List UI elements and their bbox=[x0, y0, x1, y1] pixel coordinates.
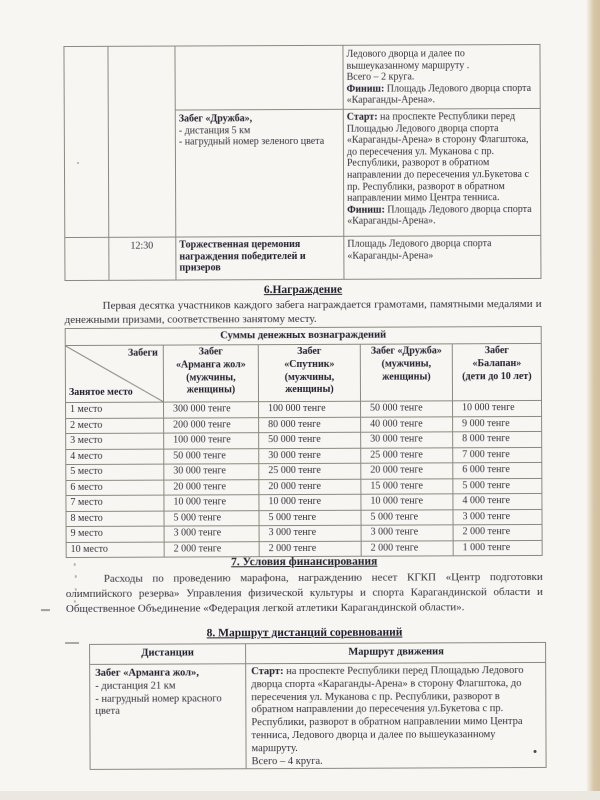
prize-cell: 10 000 тенге bbox=[164, 495, 259, 510]
place-cell: 4 место bbox=[66, 449, 164, 464]
prize-cell: 25 000 тенге bbox=[259, 464, 361, 479]
prize-cell: 2 000 тенге bbox=[462, 526, 511, 538]
prize-cell: 40 000 тенге bbox=[361, 417, 453, 432]
prize-cell: 100 000 тенге bbox=[259, 402, 361, 417]
scan-artifact bbox=[534, 750, 537, 753]
corner-label-races: Забеги bbox=[127, 347, 158, 359]
prize-cell: 50 000 тенге bbox=[361, 401, 453, 416]
scan-artifact bbox=[65, 642, 79, 644]
scan-artifact bbox=[75, 575, 77, 578]
schedule-time-cell: 12:30 bbox=[130, 240, 154, 252]
prize-cell: 100 000 тенге bbox=[164, 433, 259, 448]
place-cell: 8 место bbox=[66, 511, 164, 526]
section-7-paragraph: Расходы по проведению марафона, награждению несет КГКП «Центр подготовки олимпийского резерва» Управления физической культуры и спорта Карагандинской области и Общественное Объединение «Федерация легкой атлетики Карагандинской области». bbox=[65, 570, 543, 616]
prize-cell: 20 000 тенге bbox=[164, 480, 259, 495]
prize-table-title: Суммы денежных вознаграждений bbox=[66, 327, 541, 346]
start-line-3 bbox=[251, 665, 541, 756]
scanner-bottom-strip bbox=[0, 791, 600, 800]
prize-cell: 3 000 тенге bbox=[462, 510, 511, 522]
prize-cell: 2 000 тенге bbox=[165, 542, 260, 557]
schedule-route-cell-1 bbox=[346, 48, 536, 107]
place-cell: 5 место bbox=[66, 465, 164, 480]
ceremony-event-text: Торжественная церемония награждения победителей и призеров bbox=[179, 238, 306, 274]
prize-cell: 80 000 тенге bbox=[259, 417, 361, 432]
place-cell: 7 место bbox=[66, 496, 164, 511]
schedule-table-vline-2 bbox=[174, 47, 176, 280]
finish-text-2: Площадь Ледового дворца спорта «Караганды-Арена». bbox=[347, 203, 532, 228]
prize-cell: 3 000 тенге bbox=[165, 526, 260, 541]
route-col-header-route: Маршрут движения bbox=[348, 646, 444, 658]
schedule-route-cell-2 bbox=[347, 111, 541, 228]
prize-col-header-balapan: Забег «Балапан» (дети до 10 лет) bbox=[462, 345, 532, 382]
total-laps-text: Всего – 4 круга. bbox=[251, 755, 323, 767]
route-table bbox=[89, 642, 547, 770]
prize-cell: 300 000 тенге bbox=[164, 402, 259, 417]
prize-cell: 50 000 тенге bbox=[164, 449, 259, 464]
section-6-paragraph: Первая десятка участников каждого забега награждается грамотами, памятными медалями и денежными призами, соответственно занятому месту. bbox=[64, 297, 542, 327]
scan-artifact bbox=[77, 162, 79, 164]
start-label-2: Старт: bbox=[346, 111, 378, 123]
finish-label-1: Финиш: bbox=[346, 83, 385, 95]
section-6-heading: 6.Награждение bbox=[263, 283, 343, 297]
finish-text-1: Площадь Ледового дворца спорта «Караганды-Арена». bbox=[346, 82, 532, 107]
prize-col-header-druzhba: Забег «Дружба» (мужчины, женщины) bbox=[361, 344, 453, 400]
prize-table-header-row bbox=[66, 344, 541, 403]
prize-cell: 6 000 тенге bbox=[462, 464, 510, 476]
corner-label-place: Занятое место bbox=[68, 386, 133, 399]
prize-cell: 1 000 тенге bbox=[462, 541, 511, 553]
section-8-heading: 8. Маршрут дистанций соревнований bbox=[206, 626, 403, 640]
section-7-heading: 7. Условия финансирования bbox=[231, 555, 378, 569]
scan-artifact bbox=[75, 588, 77, 591]
route-col-header-distances: Дистанции bbox=[141, 647, 194, 659]
prize-cell: 5 000 тенге bbox=[361, 510, 453, 525]
race-druzhba-title: Забег «Дружба», bbox=[178, 113, 253, 125]
schedule-table bbox=[63, 44, 541, 281]
prize-cell: 5 000 тенге bbox=[259, 510, 361, 525]
prize-cell: 7 000 тенге bbox=[462, 448, 510, 460]
finish-line-2 bbox=[347, 204, 540, 228]
prize-cell: 30 000 тенге bbox=[361, 432, 453, 447]
race-armanga-zhol-details: - дистанция 21 км - нагрудный номер красного цвета bbox=[95, 680, 222, 718]
ceremony-venue-text: Площадь Ледового дворца спорта «Караганды-Арена» bbox=[347, 238, 492, 262]
prize-cell: 5 000 тенге bbox=[164, 511, 259, 526]
prize-cell: 20 000 тенге bbox=[361, 463, 453, 478]
prize-cell: 2 000 тенге bbox=[260, 541, 362, 556]
prize-cell: 9 000 тенге bbox=[462, 417, 510, 429]
prize-cell: 2 000 тенге bbox=[362, 541, 454, 556]
finish-line-1 bbox=[347, 83, 537, 107]
scanner-edge-strip bbox=[586, 0, 600, 800]
prize-table bbox=[65, 326, 543, 558]
prize-cell: 3 000 тенге bbox=[362, 525, 454, 540]
prize-cell: 4 000 тенге bbox=[462, 495, 511, 507]
place-cell: 9 место bbox=[67, 527, 165, 542]
prize-cell: 25 000 тенге bbox=[361, 448, 453, 463]
prize-cell: 200 000 тенге bbox=[164, 418, 259, 433]
finish-label-2: Финиш: bbox=[347, 204, 385, 216]
route-description-cell bbox=[251, 665, 541, 769]
place-cell: 2 место bbox=[66, 418, 164, 433]
prize-col-header-armanga-zhol: Забег «Арманга жол» (мужчины, женщины) bbox=[164, 345, 259, 401]
scan-artifact bbox=[74, 600, 76, 603]
prize-table-corner-cell bbox=[66, 346, 164, 402]
scan-artifact bbox=[41, 609, 50, 611]
prize-cell: 30 000 тенге bbox=[259, 448, 361, 463]
prize-col-header-sputnik: Забег «Спутник» (мужчины, женщины) bbox=[259, 345, 361, 401]
prize-cell: 3 000 тенге bbox=[260, 526, 362, 541]
start-line-2 bbox=[347, 111, 540, 205]
schedule-table-hline-1 bbox=[175, 108, 540, 111]
place-cell: 1 место bbox=[66, 403, 164, 418]
schedule-table-vline-3 bbox=[342, 46, 344, 279]
place-cell: 3 место bbox=[66, 434, 164, 449]
prize-cell: 10 000 тенге bbox=[462, 402, 515, 414]
start-text-2: на проспекте Республики перед Площадью Ледового дворца спорта «Караганды-Арена» в сторону Флагштока, до пересечения ул. Муканова с пр. Республики, разворот в обратном направлении до пересечения ул.Букетова с пр. Республики, разворот в обратном направлении мимо Центра тенниса. bbox=[346, 111, 529, 204]
scan-artifact bbox=[74, 563, 76, 566]
route-continuation-text: Ледового дворца и далее по вышеуказанному маршруту . Всего – 2 круга. bbox=[346, 48, 470, 83]
route-race-cell bbox=[95, 667, 241, 719]
schedule-event-cell-2 bbox=[179, 113, 337, 148]
prize-cell: 15 000 тенге bbox=[361, 479, 453, 494]
place-cell: 6 место bbox=[66, 480, 164, 495]
race-armanga-zhol-title: Забег «Арманга жол», bbox=[95, 667, 199, 679]
race-druzhba-details: - дистанция 5 км - нагрудный номер зеленого цвета bbox=[178, 124, 325, 148]
prize-cell: 10 000 тенге bbox=[361, 494, 453, 509]
start-label-3: Старт: bbox=[251, 666, 284, 678]
prize-cell: 8 000 тенге bbox=[462, 433, 510, 445]
prize-cell: 10 000 тенге bbox=[259, 495, 361, 510]
prize-cell: 5 000 тенге bbox=[462, 479, 510, 491]
prize-cell: 50 000 тенге bbox=[259, 433, 361, 448]
prize-cell: 30 000 тенге bbox=[164, 464, 259, 479]
prize-cell: 20 000 тенге bbox=[259, 479, 361, 494]
place-cell: 10 место bbox=[67, 542, 165, 557]
start-text-3: на проспекте Республики перед Площадью Ледового дворца спорта «Караганды-Арена» в сторону Флагштока, до пересечения ул. Муканова с пр. Республики, разворот в обратном направлении до пересечения ул.Букетова с пр. Республики, разворот в обратном направлении мимо Центра тенниса, Ледового дворца и далее по вышеуказанному маршруту. bbox=[251, 665, 524, 754]
